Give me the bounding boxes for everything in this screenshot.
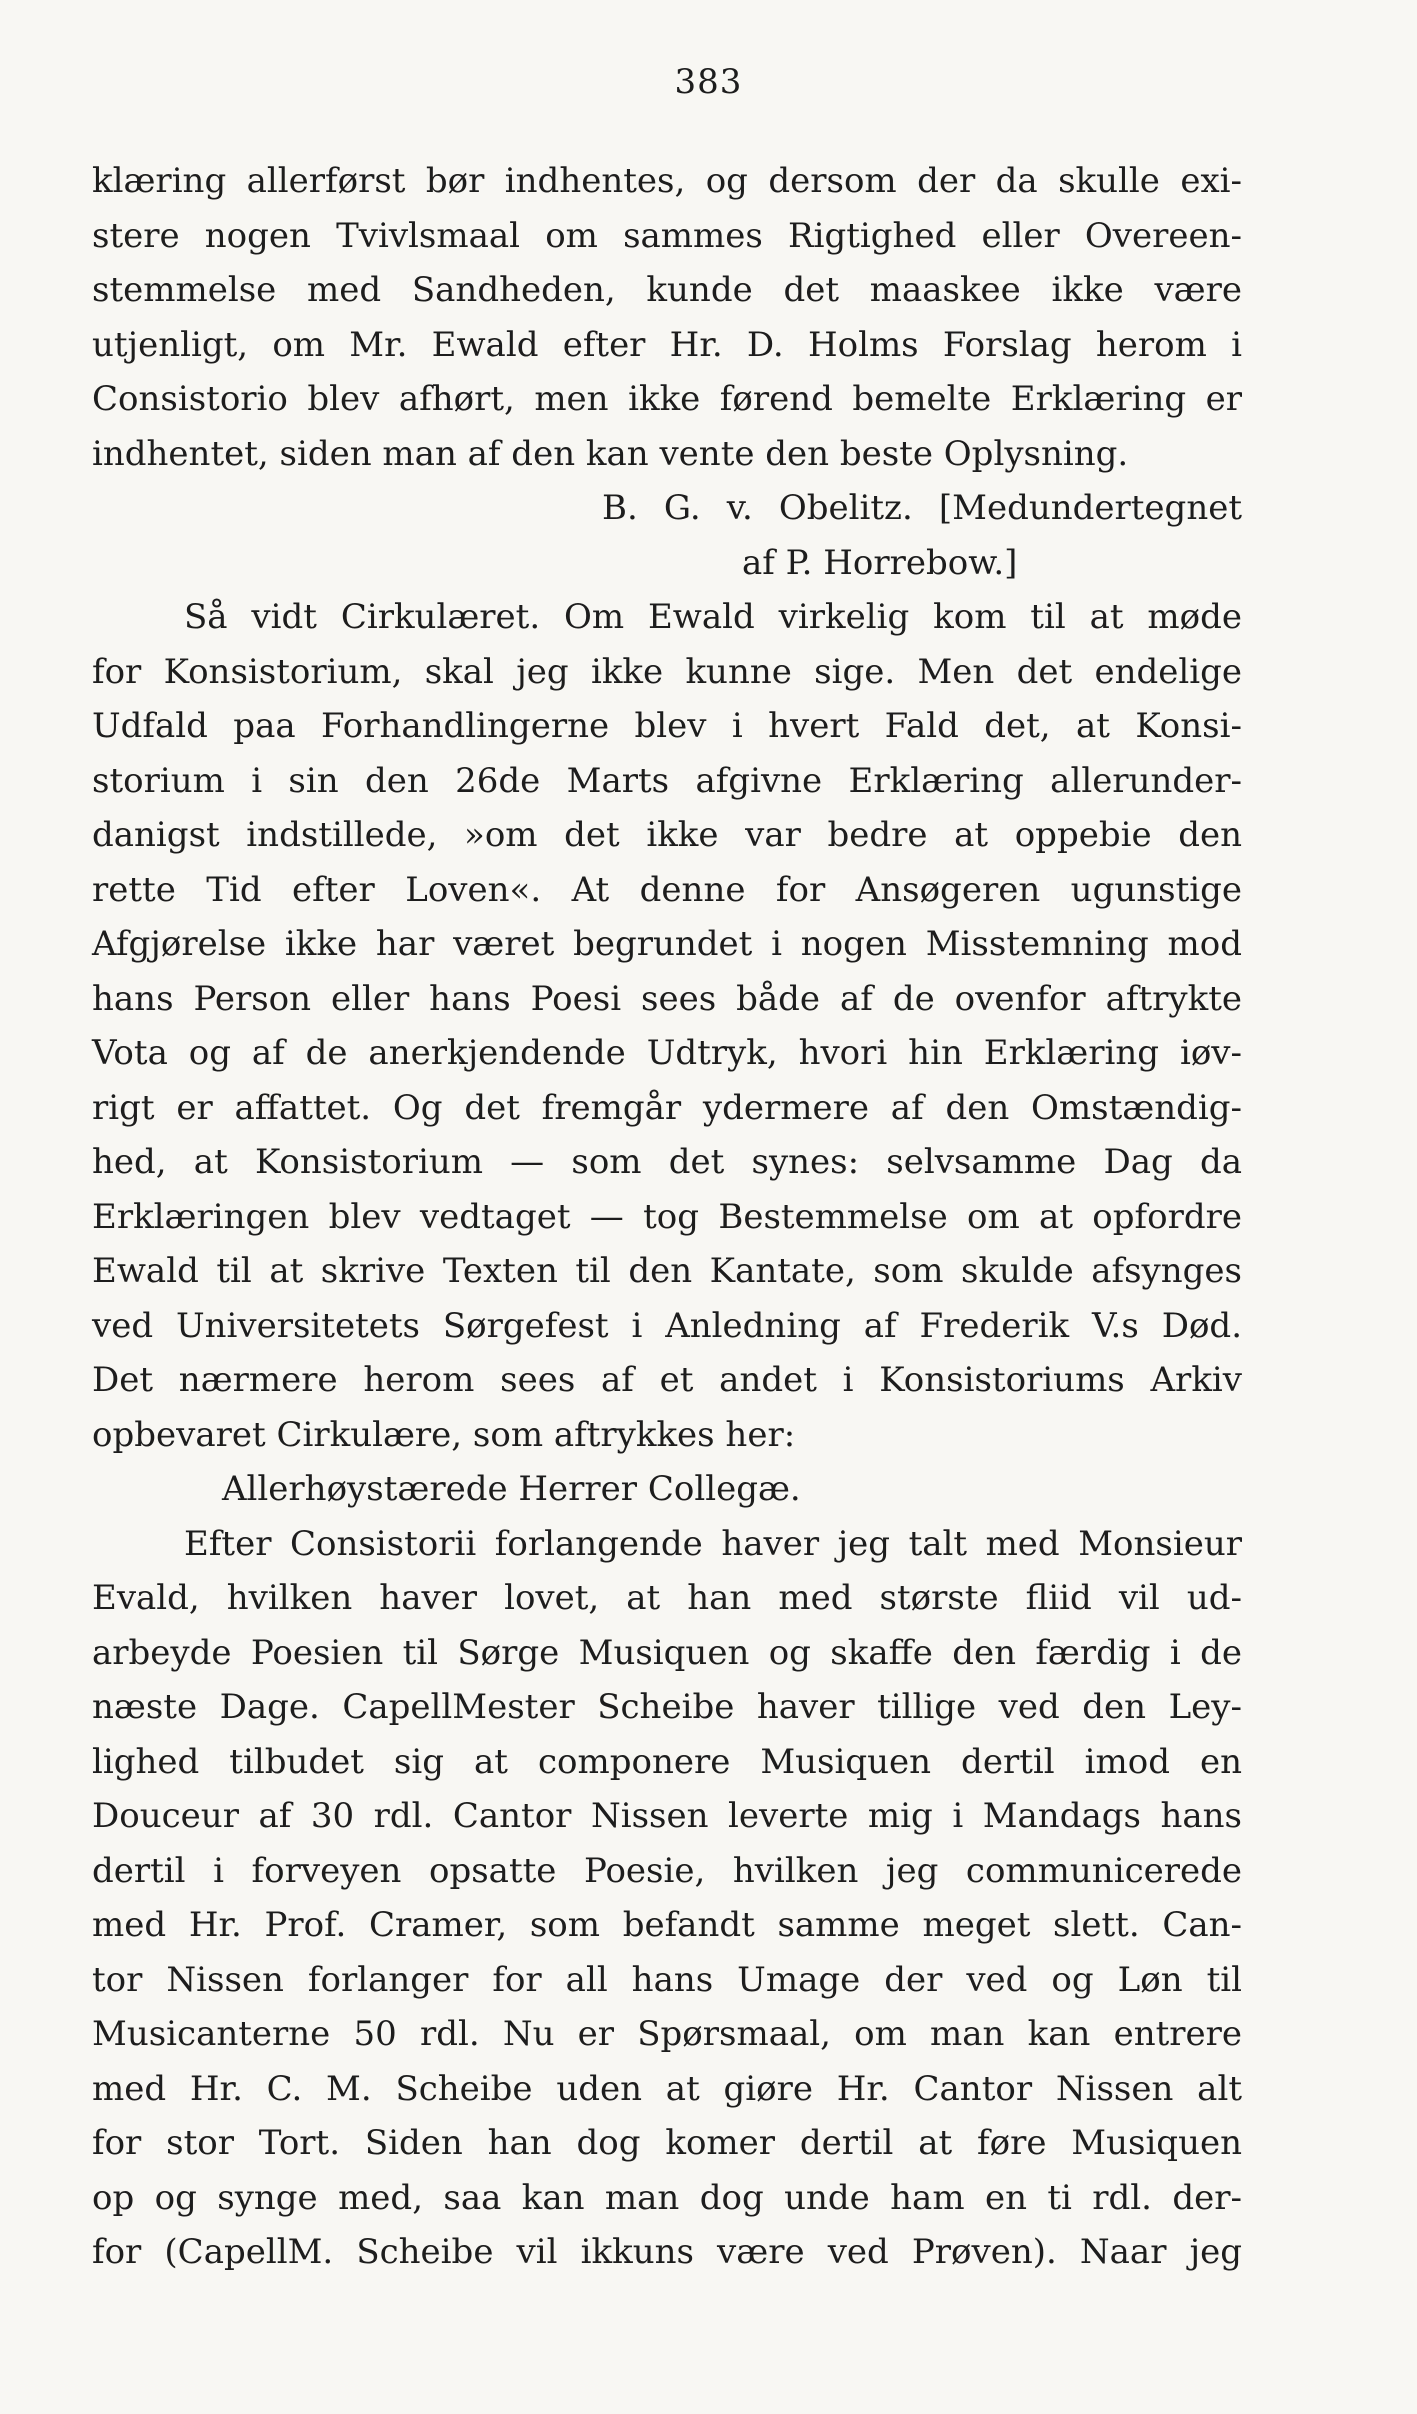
text-line: Consistorio blev afhørt, men ikke førend bemelte Erklæring er [92,379,1242,419]
text-line: Evald, hvilken haver lovet, at han med største fliid vil ud- [92,1578,1242,1618]
text-line: storium i sin den 26de Marts afgivne Erklæring allerunder- [92,760,1242,801]
text-line: for stor Tort. Siden han dog komer dertil at føre Musiquen [92,2123,1242,2163]
text-line: Ewald til at skrive Texten til den Kantate, som skulde afsynges [92,1251,1242,1291]
text-line: med Hr. Prof. Cramer, som befandt samme meget slett. Can- [92,1905,1242,1945]
text-line: Afgjørelse ikke har været begrundet i nogen Misstemning mod [92,924,1242,964]
text-line: rette Tid efter Loven«. At denne for Ansøgeren ugunstige [92,869,1242,910]
text-line: Udfald paa Forhandlingerne blev i hvert Fald det, at Konsi- [92,706,1242,746]
salutation-line: Allerhøystærede Herrer Collegæ. [222,1469,801,1509]
text-line: rigt er affattet. Og det fremgår ydermere af den Omstændig- [92,1087,1242,1128]
text-line: utjenligt, om Mr. Ewald efter Hr. D. Holms Forslag herom i [92,324,1242,365]
text-line: stere nogen Tvivlsmaal om sammes Rigtighed eller Overeen- [92,215,1242,256]
text-line: opbevaret Cirkulære, som aftrykkes her: [92,1414,796,1455]
text-line: Vota og af de anerkjendende Udtryk, hvori hin Erklæring iøv- [92,1033,1242,1073]
text-line: ved Universitetets Sørgefest i Anledning af Frederik V.s Død. [92,1305,1242,1346]
text-line: Efter Consistorii forlangende haver jeg talt med Monsieur [184,1523,1242,1564]
text-line: dertil i forveyen opsatte Poesie, hvilken jeg communicerede [92,1850,1242,1891]
text-line: Det nærmere herom sees af et andet i Konsistoriums Arkiv [92,1360,1242,1400]
text-line: næste Dage. CapellMester Scheibe haver tillige ved den Ley- [92,1687,1242,1727]
text-line: Douceur af 30 rdl. Cantor Nissen leverte mig i Mandags hans [92,1796,1242,1836]
text-line: indhentet, siden man af den kan vente den beste Oplysning. [92,433,1129,474]
signature-line: af P. Horrebow.] [742,542,1018,583]
text-line: klæring allerførst bør indhentes, og dersom der da skulle exi- [92,161,1242,201]
text-line: lighed tilbudet sig at componere Musiquen dertil imod en [92,1741,1242,1782]
text-line: Musicanterne 50 rdl. Nu er Spørsmaal, om man kan entrere [92,2014,1242,2054]
text-line: for Konsistorium, skal jeg ikke kunne sige. Men det endelige [92,651,1242,692]
text-line: tor Nissen forlanger for all hans Umage der ved og Løn til [92,1959,1242,2000]
text-line: stemmelse med Sandheden, kunde det maaskee ikke være [92,270,1242,310]
text-line: op og synge med, saa kan man dog unde ham en ti rdl. der- [92,2177,1242,2218]
text-line: for (CapellM. Scheibe vil ikkuns være ved Prøven). Naar jeg [92,2232,1242,2272]
text-line: danigst indstillede, »om det ikke var bedre at oppebie den [92,815,1242,855]
text-line: arbeyde Poesien til Sørge Musiquen og skaffe den færdig i de [92,1632,1242,1673]
text-line: hans Person eller hans Poesi sees både af de ovenfor aftrykte [92,978,1242,1019]
body-text [92,154,1242,2280]
signature-line: B. G. v. Obelitz. [Medundertegnet [602,488,1242,528]
page-number: 383 [674,62,743,102]
text-line: Erklæringen blev vedtaget — tog Bestemmelse om at opfordre [92,1196,1242,1237]
text-line: Så vidt Cirkulæret. Om Ewald virkelig kom til at møde [184,597,1242,637]
text-line: med Hr. C. M. Scheibe uden at giøre Hr. Cantor Nissen alt [92,2068,1242,2109]
text-line: hed, at Konsistorium — som det synes: selvsamme Dag da [92,1142,1242,1182]
